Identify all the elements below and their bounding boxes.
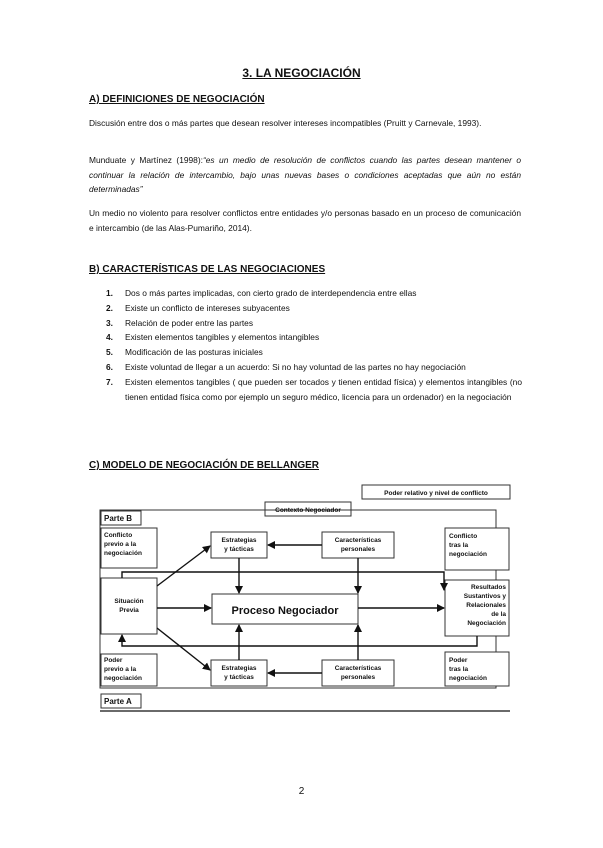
conflicto-previo-label-line: Conflicto: [104, 532, 133, 539]
poder-previo-label-line: Poder: [104, 657, 123, 664]
characteristic-text: Modificación de las posturas iniciales: [125, 347, 263, 358]
resultados-label-line: Relacionales: [466, 602, 506, 609]
caracteristicas-bottom-box: [322, 660, 394, 686]
characteristic-number: 3.: [106, 317, 113, 328]
caracteristicas-top-box: [322, 532, 394, 558]
characteristics-list: [106, 286, 522, 404]
definition-author: Munduate y Martínez (1998):: [89, 155, 203, 165]
poder-previo-label-line: negociación: [104, 675, 142, 682]
contexto-label: Contexto Negociador: [275, 507, 341, 514]
poder-relativo-label: Poder relativo y nivel de conflicto: [384, 490, 488, 497]
situacion-previa-label-line: Situación: [114, 598, 144, 605]
parte-b-label: Parte B: [104, 514, 133, 523]
arrow-upper-loop: [122, 572, 444, 590]
characteristic-number: 6.: [106, 361, 113, 372]
caracteristicas-bottom-label-line: Características: [334, 665, 382, 672]
proceso-label: Proceso Negociador: [231, 605, 339, 617]
estrategias-top-label-line: Estrategias: [221, 537, 257, 544]
resultados-label-line: Negociación: [467, 620, 506, 627]
resultados-label-line: Resultados: [470, 584, 506, 591]
arrow-lower-loop: [122, 635, 477, 646]
page-number: 2: [298, 786, 305, 797]
resultados-label-line: Sustantivos y: [463, 593, 506, 600]
characteristic-item: [106, 301, 522, 316]
estrategias-bottom-label-line: y tácticas: [224, 674, 254, 681]
characteristic-text: Relación de poder entre las partes: [125, 317, 254, 328]
characteristic-item: [106, 375, 522, 405]
conflicto-tras-label-line: negociación: [449, 551, 487, 558]
characteristic-text: Existen elementos tangibles ( que pueden ser tocados y tienen entidad física) y elementos intangibles (no tienen entidad física como por ejemplo un seguro médico, licencia para un ordenador) en la negociación: [125, 376, 522, 402]
estrategias-top-box: [211, 532, 267, 558]
conflicto-tras-label-line: Conflicto: [449, 533, 478, 540]
situacion-previa-box: [101, 578, 157, 634]
characteristic-number: 1.: [106, 288, 113, 298]
characteristic-number: 5.: [106, 347, 113, 358]
arrow-situacion-estrategias-top: [157, 546, 210, 586]
characteristic-text: Existen elementos tangibles y elementos intangibles: [125, 332, 320, 343]
conflicto-previo-label-line: previo a la: [104, 541, 137, 548]
estrategias-bottom-label-line: Estrategias: [221, 665, 257, 672]
characteristic-item: [106, 286, 522, 301]
conflicto-tras-label-line: tras la: [449, 542, 469, 549]
characteristic-item: [106, 360, 522, 375]
characteristic-item: [106, 345, 522, 360]
caracteristicas-bottom-label-line: personales: [340, 674, 376, 681]
poder-previo-label-line: previo a la: [104, 666, 137, 673]
page-title: 3. LA NEGOCIACIÓN: [242, 66, 361, 80]
definition-paragraph-1: Discusión entre dos o más partes que desean resolver intereses incompatibles (Pruitt y Carnevale, 1993).: [89, 118, 482, 128]
section-b-heading: B) CARACTERÍSTICAS DE LAS NEGOCIACIONES: [89, 264, 326, 275]
caracteristicas-top-label-line: Características: [334, 537, 382, 544]
definition-paragraph-2: [89, 153, 521, 197]
definition-quote: “es un medio de resolución de conflictos cuando las partes desean mantener o continuar la relación de intercambio, bajo unas nuevas bases o condiciones aceptadas que aún no están determinadas”: [89, 155, 521, 194]
characteristic-number: 4.: [106, 332, 113, 343]
caracteristicas-top-label-line: personales: [340, 546, 376, 553]
poder-tras-label-line: negociación: [449, 675, 487, 682]
characteristic-text: Existe un conflicto de intereses subyacentes: [125, 302, 290, 313]
poder-tras-label-line: Poder: [449, 657, 468, 664]
definition-paragraph-3: Un medio no violento para resolver conflictos entre entidades y/o personas basado en un proceso de comunicación e intercambio (de las Alas-Pumariño, 2014).: [89, 208, 521, 233]
characteristic-item: [106, 316, 522, 331]
characteristic-text: Existe voluntad de llegar a un acuerdo: Si no hay voluntad de las partes no hay negociación: [125, 361, 466, 372]
poder-tras-label-line: tras la: [449, 666, 469, 673]
conflicto-previo-label-line: negociación: [104, 550, 142, 557]
situacion-previa-label-line: Previa: [119, 607, 139, 614]
characteristic-number: 2.: [106, 302, 113, 313]
estrategias-top-label-line: y tácticas: [224, 546, 254, 553]
resultados-label-line: de la: [491, 611, 506, 618]
resultados-label: [464, 584, 507, 627]
estrategias-bottom-box: [211, 660, 267, 686]
section-a-heading: A) DEFINICIONES DE NEGOCIACIÓN: [89, 94, 265, 105]
arrow-situacion-estrategias-bottom: [157, 628, 210, 670]
characteristic-text: Dos o más partes implicadas, con cierto grado de interdependencia entre ellas: [125, 288, 417, 298]
characteristic-number: 7.: [106, 376, 113, 387]
bellanger-diagram: [92, 480, 512, 715]
parte-a-label: Parte A: [104, 697, 132, 706]
section-c-heading: C) MODELO DE NEGOCIACIÓN DE BELLANGER: [89, 460, 320, 471]
characteristic-item: [106, 330, 522, 345]
